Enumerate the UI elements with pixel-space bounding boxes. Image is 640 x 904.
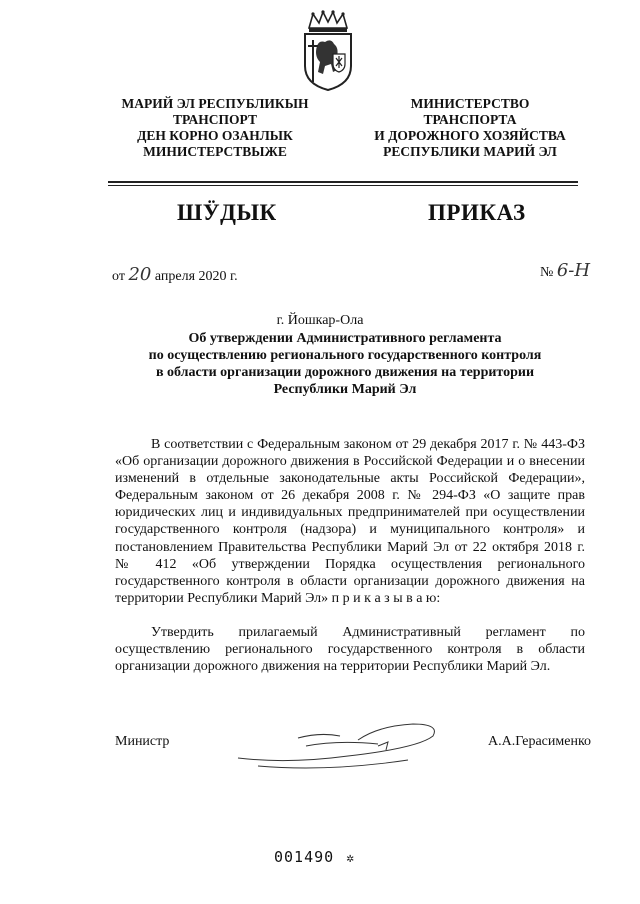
- ministry-name-mari: [100, 96, 330, 160]
- ministry-name-mari-line: ДЕН КОРНО ОЗАНЛЫК: [137, 128, 293, 143]
- ministry-name-russian-line: ТРАНСПОРТА: [423, 112, 517, 127]
- city: г. Йошкар-Ола: [276, 313, 364, 328]
- signer-name: А.А.Герасименко: [488, 734, 592, 749]
- form-serial-number: [274, 848, 355, 866]
- decision-paragraph: [115, 624, 585, 675]
- serial-number: 001490: [274, 848, 335, 866]
- handwritten-signature: [228, 716, 448, 772]
- header-divider-thick: [108, 181, 578, 183]
- header-divider-thin: [108, 185, 578, 186]
- ministry-name-russian-line: И ДОРОЖНОГО ХОЗЯЙСТВА: [374, 128, 566, 143]
- number-handwritten: 6-Н: [556, 260, 591, 281]
- ministry-name-mari-line: ТРАНСПОРТ: [173, 112, 257, 127]
- order-title-line: в области организации дорожного движения на территории: [155, 365, 535, 380]
- order-date: [112, 264, 238, 285]
- decision-text: Утвердить прилагаемый Административный регламент по осуществлению регионального государственного контроля в области организации дорожного движения на территории Республики Марий Эл.: [115, 625, 585, 675]
- ministry-name-mari-line: МАРИЙ ЭЛ РЕСПУБЛИКЫН: [121, 96, 309, 111]
- ministry-name-russian-line: РЕСПУБЛИКИ МАРИЙ ЭЛ: [383, 144, 557, 159]
- order-title: [110, 330, 580, 398]
- doc-type-russian: ПРИКАЗ: [428, 200, 526, 225]
- order-number: [540, 260, 590, 281]
- coat-of-arms-emblem: [301, 10, 355, 92]
- doc-type-mari: ШӰДЫК: [177, 200, 277, 225]
- date-month-year: апреля 2020 г.: [154, 269, 238, 284]
- star-mark-icon: ✲: [346, 851, 356, 866]
- order-title-line: Об утверждении Административного регламента: [188, 331, 502, 346]
- ministry-name-russian: [360, 96, 580, 160]
- signer-role: Министр: [115, 734, 170, 749]
- date-day-handwritten: 20: [128, 264, 152, 285]
- ministry-name-russian-line: МИНИСТЕРСТВО: [410, 96, 530, 111]
- date-prefix: от: [112, 269, 125, 284]
- preamble-paragraph: [115, 436, 585, 607]
- preamble-text: В соответствии с Федеральным законом от 29 декабря 2017 г. № 443-ФЗ «Об организации дорожного движения в Российской Федерации и о внесении изменений в отдельные законодательные акты Российской Федерации», Федеральным законом от 26 декабря 2008 г. № 294-ФЗ «О защите прав юридических лиц и индивидуальных предпринимателей при осуществлении государственного контроля (надзора) и муниципального контроля» и постановлением Правительства Республики Марий Эл от 22 октября 2018 г. № 412 «Об утверждении Порядка осуществления регионального государственного контроля в области организации дорожного движения на территории Республики Марий Эл» п р и к а з ы в а ю:: [115, 437, 585, 606]
- number-prefix: №: [540, 265, 554, 280]
- order-title-line: Республики Марий Эл: [273, 382, 417, 397]
- order-title-line: по осуществлению регионального государственного контроля: [148, 348, 542, 363]
- ministry-name-mari-line: МИНИСТЕРСТВЫЖЕ: [143, 144, 287, 159]
